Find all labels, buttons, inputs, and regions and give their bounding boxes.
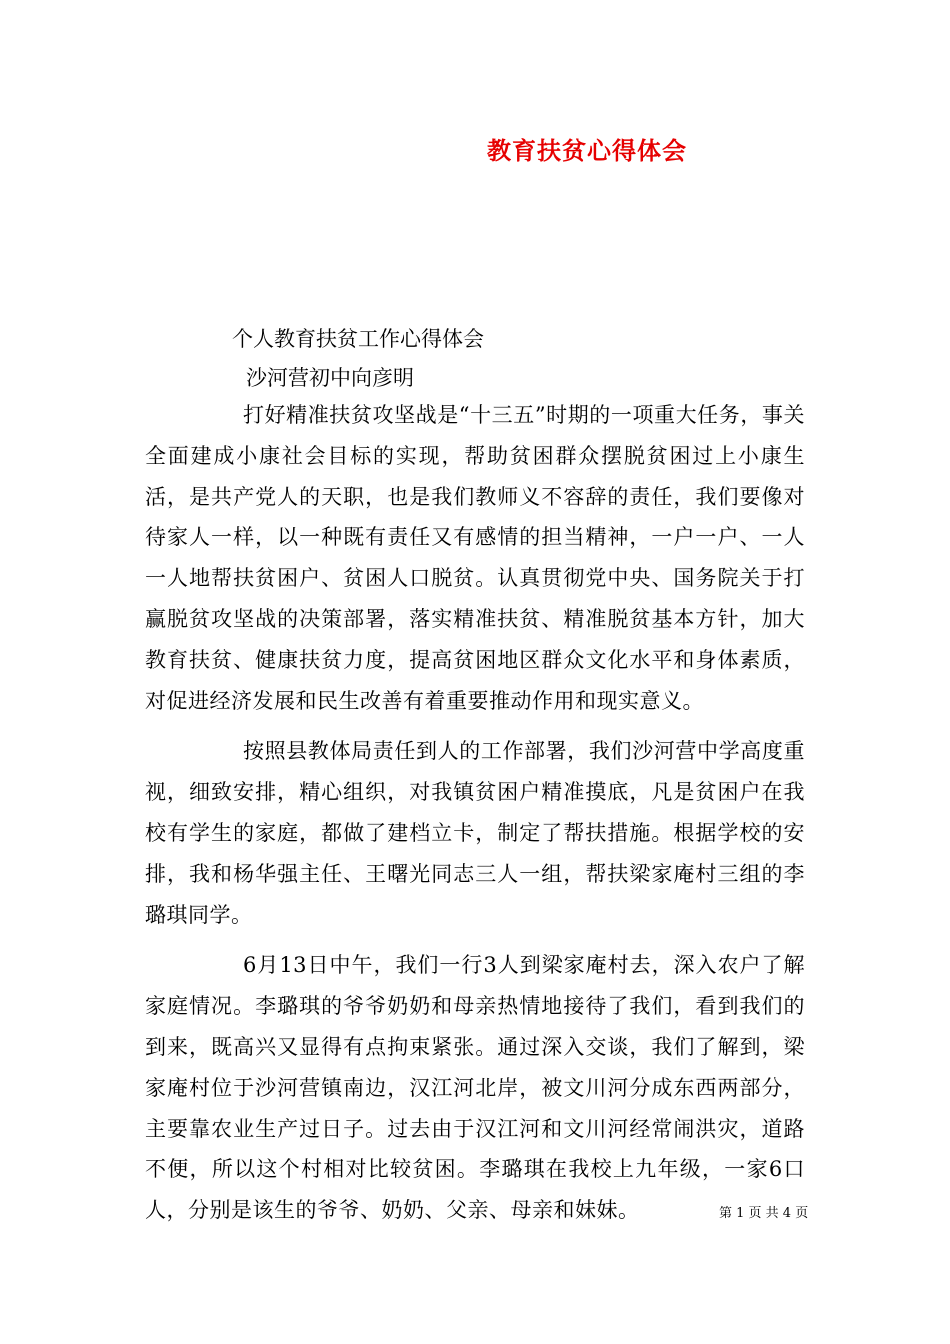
document-subtitle: 个人教育扶贫工作心得体会 (232, 327, 484, 351)
author-line: 沙河营初中向彦明 (246, 366, 414, 390)
document-body (145, 395, 805, 1241)
paragraph-3: 6月13日中午，我们一行3人到梁家庵村去，深入农户了解家庭情况。李璐琪的爷爷奶奶和母亲热情地接待了我们，看到我们的到来，既高兴又显得有点拘束紧张。通过深入交谈，我们了解到，梁家庵村位于沙河营镇南边，汉江河北岸，被文川河分成东西两部分，主要靠农业生产过日子。过去由于汉江河和文川河经常闹洪灾，道路不便，所以这个村相对比较贫困。李璐琪在我校上九年级，一家6口人，分别是该生的爷爷、奶奶、父亲、母亲和妹妹。 (145, 953, 805, 1223)
document-title: 教育扶贫心得体会 (487, 136, 687, 165)
page-footer: 第 1 页 共 4 页 (719, 1206, 809, 1221)
paragraph-2: 按照县教体局责任到人的工作部署，我们沙河营中学高度重视，细致安排，精心组织，对我镇贫困户精准摸底，凡是贫困户在我校有学生的家庭，都做了建档立卡，制定了帮扶措施。根据学校的安排，我和杨华强主任、王曙光同志三人一组，帮扶梁家庵村三组的李璐琪同学。 (145, 739, 805, 927)
paragraph-1: 打好精准扶贫攻坚战是“十三五”时期的一项重大任务，事关全面建成小康社会目标的实现，帮助贫困群众摆脱贫困过上小康生活，是共产党人的天职，也是我们教师义不容辞的责任，我们要像对待家人一样，以一种既有责任又有感情的担当精神，一户一户、一人一人地帮扶贫困户、贫困人口脱贫。认真贯彻党中央、国务院关于打赢脱贫攻坚战的决策部署，落实精准扶贫、精准脱贫基本方针，加大教育扶贫、健康扶贫力度，提高贫困地区群众文化水平和身体素质，对促进经济发展和民生改善有着重要推动作用和现实意义。 (145, 403, 805, 713)
